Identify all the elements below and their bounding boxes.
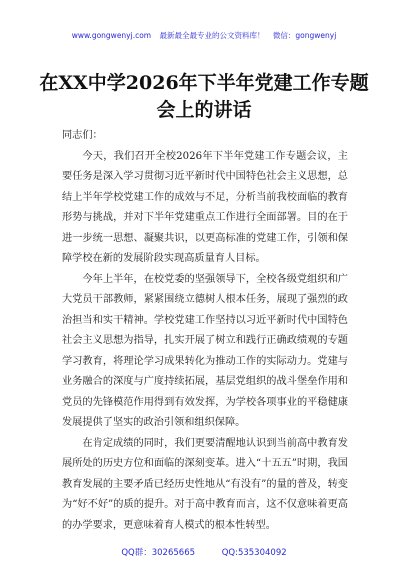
wechat-id: 微信：gongwenyj: [272, 31, 337, 40]
paragraph: 今天，我们召开全校2026年下半年党建工作专题会议，主要任务是深入学习贯彻习近平新时代中国特色社会主义思想，总结上半年学校党建工作的成效与不足，分析当前我校面临的教育形势与挑战，并对下半年党建重点工作进行全面部署。目的在于进一步统一思想、凝聚共识，以更高标准的党建工作，引领和保障学校在新的发展阶段实现高质量育人目标。: [62, 150, 348, 264]
site-header: [0, 30, 408, 41]
qq-group: QQ群：30265665: [121, 548, 196, 558]
qq-number: QQ:535304092: [221, 548, 287, 558]
document-body: [62, 126, 348, 536]
salutation: 同志们：: [62, 130, 103, 141]
site-slogan: 最新最全最专业的公文资料库！: [159, 31, 265, 40]
paragraph: 在肯定成绩的同时，我们更要清醒地认识到当前高中教育发展所处的历史方位和面临的深刻变革。进入“十五五”时期，我国教育发展的主要矛盾已经历史性地从“有没有”的量的普及，转变为“好不好”的质的提升。对于高中教育而言，这不仅意味着更高的办学要求，更意味着育人模式的根本性转型。: [62, 437, 348, 531]
document-title: 在XX中学2026年下半年党建工作专题会上的讲话: [39, 72, 369, 121]
site-footer: [0, 546, 408, 558]
paragraph: 今年上半年，在校党委的坚强领导下，全校各级党组织和广大党员干部教师，紧紧围绕立德树人根本任务，展现了强烈的政治担当和实干精神。学校党建工作坚持以习近平新时代中国特色社会主义思想为指导，扎实开展了树立和践行正确政绩观的专题学习教育，将理论学习成果转化为推动工作的实际动力。党建与业务融合的深度与广度持续拓展，基层党组织的战斗堡垒作用和党员的先锋模范作用得到有效发挥，为学校各项事业的平稳健康发展提供了坚实的政治引领和组织保障。: [62, 273, 348, 428]
site-url[interactable]: www.gongwenyj.com: [71, 31, 152, 40]
